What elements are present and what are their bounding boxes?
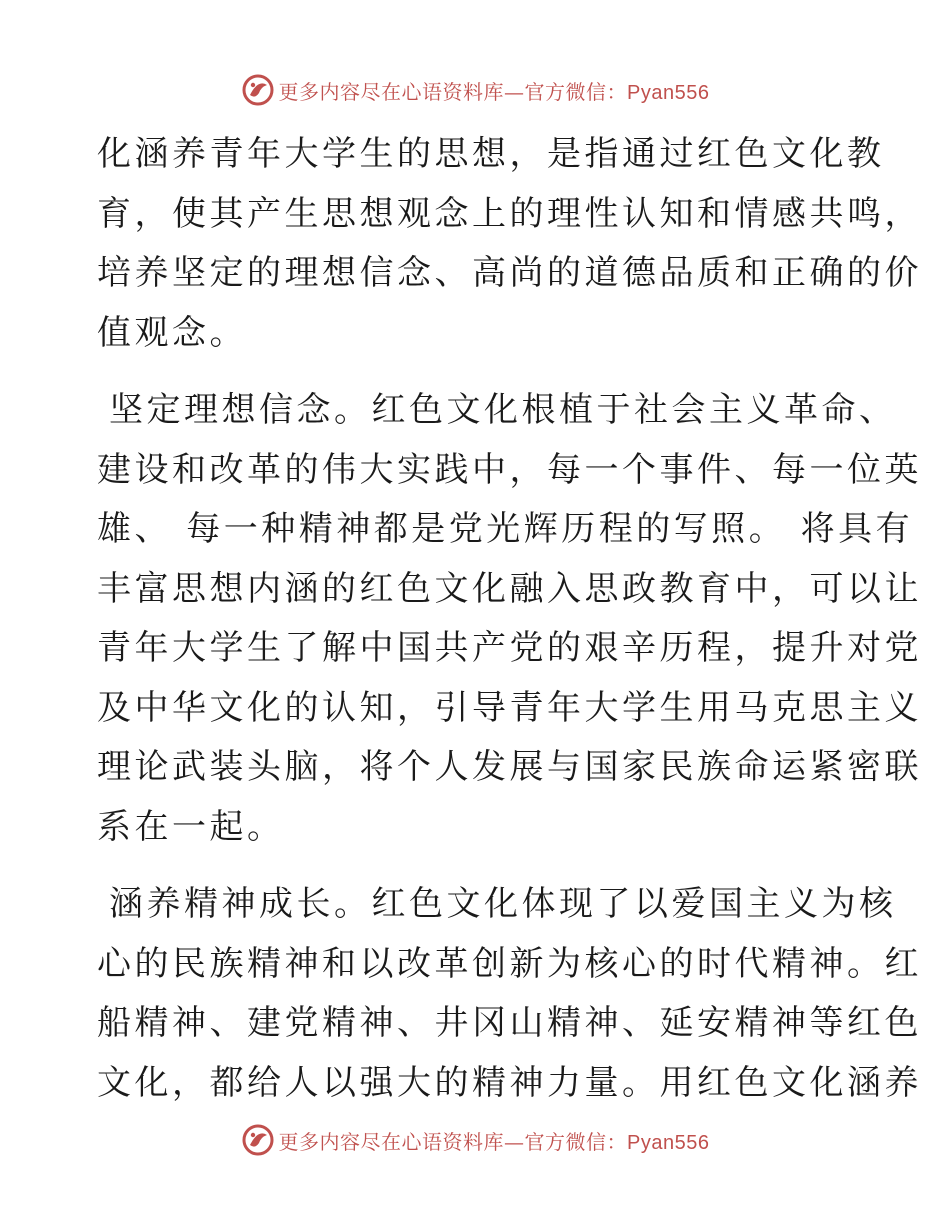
footer-wechat-id: Pyan556 [627,1131,710,1154]
text-line: 涵养精神成长。红色文化体现了以爱国主义为核 [109,884,897,924]
text-line: 及中华文化的认知，引导青年大学生用马克思主义 [97,687,922,728]
red-seal-logo-icon [241,73,275,107]
paragraph-2 [97,381,922,857]
text-line: 培养坚定的理想信念、高尚的道德品质和正确的价 [97,253,922,293]
text-line: 青年大学生了解中国共产党的艰辛历程，提升对党 [97,628,922,668]
text-line: 值观念。 [97,312,247,353]
header-text [279,76,710,105]
text-line: 文化，都给人以强大的精神力量。用红色文化涵养 [97,1062,922,1103]
paragraph-1 [97,125,922,363]
text-line: 建设和改革的伟大实践中，每一个事件、每一位英 [97,449,922,490]
header-banner [0,70,950,110]
text-line: 化涵养青年大学生的思想，是指通过红色文化教 [97,134,885,174]
footer-text [279,1126,710,1155]
text-line: 船精神、建党精神、井冈山精神、延安精神等红色 [97,1003,922,1043]
text-line: 育，使其产生思想观念上的理性认知和情感共鸣， [97,193,922,234]
red-seal-logo-icon [241,1123,275,1157]
footer-label: 更多内容尽在心语资料库—官方微信： [278,1129,628,1154]
text-line: 系在一起。 [97,806,285,847]
text-line: 坚定理想信念。红色文化根植于社会主义革命、 [109,390,897,430]
text-line: 丰富思想内涵的红色文化融入思政教育中，可以让 [97,568,922,609]
header-wechat-id: Pyan556 [627,81,710,104]
text-line: 理论武装头脑，将个人发展与国家民族命运紧密联 [97,747,922,787]
paragraph-3 [97,875,922,1113]
text-line: 心的民族精神和以改革创新为核心的时代精神。红 [97,943,922,984]
header-label: 更多内容尽在心语资料库—官方微信： [278,79,628,104]
text-line: 雄、 每一种精神都是党光辉历程的写照。 将具有 [97,509,914,549]
document-body [97,125,922,1131]
footer-banner [0,1120,950,1160]
